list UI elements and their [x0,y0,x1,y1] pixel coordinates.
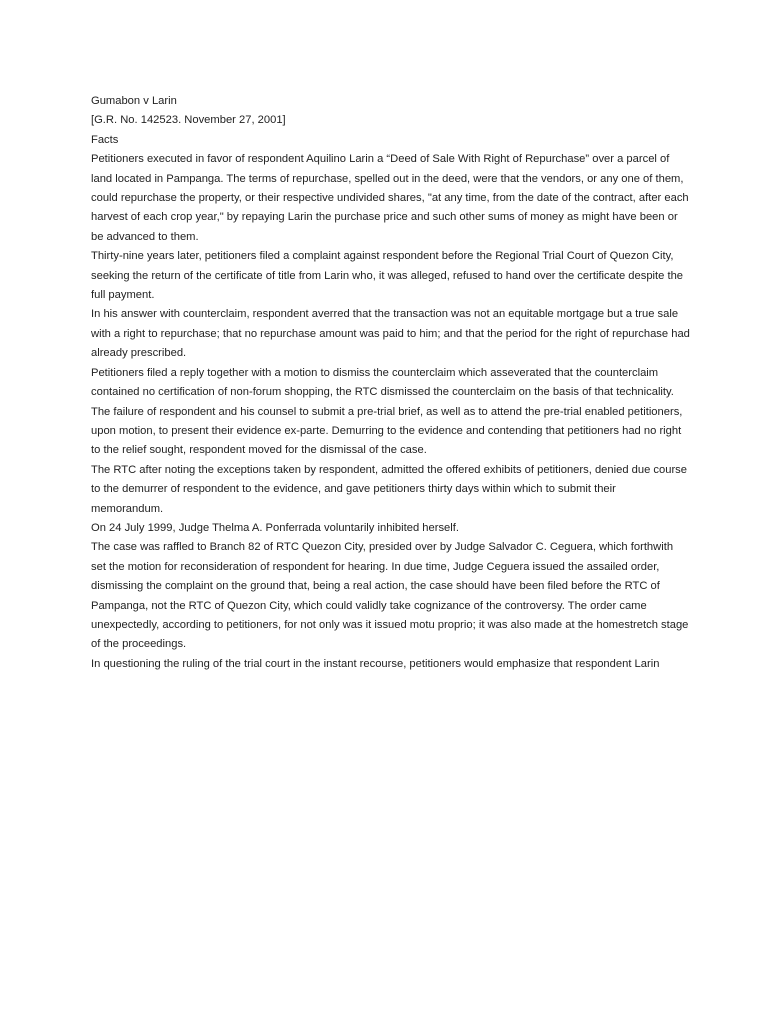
section-heading-facts: Facts [91,133,119,146]
paragraph-rtc-exhibits: The RTC after noting the exceptions taken by respondent, admitted the offered exhibits of petitioners, denied due course to the demurrer of respondent to the evidence, and gave petitioners thirty days within which to submit their memorandum. [91,463,688,515]
paragraph-reply-motion: Petitioners filed a reply together with a motion to dismiss the counterclaim which asseverated that the counterclaim contained no certification of non-forum shopping, the RTC dismissed the counterclaim on the basis of that technicality. [91,366,674,399]
document-page [91,92,691,674]
case-title: Gumabon v Larin [91,95,177,107]
paragraph-case-raffled: The case was raffled to Branch 82 of RTC Quezon City, presided over by Judge Salvador C. Ceguera, which forthwith set the motion for reconsideration of respondent for hearing. In due time, Judge Ceguera issued the assailed order, dismissing the complaint on the ground that, being a real action, the case should have been filed before the RTC of Pampanga, not the RTC of Quezon City, which could validly take cognizance of the controversy. The order came unexpectedly, according to petitioners, for not only was it issued motu proprio; it was also made at the homestretch stage of the proceedings. [91,541,689,651]
paragraph-complaint-filed: Thirty-nine years later, petitioners filed a complaint against respondent before the Regional Trial Court of Quezon City, seeking the return of the certificate of title from Larin who, it was alleged, refused to hand over the certificate despite the full payment. [91,250,684,302]
paragraph-questioning-ruling: In questioning the ruling of the trial court in the instant recourse, petitioners would emphasize that respondent Larin [91,657,660,670]
paragraph-judge-inhibition: On 24 July 1999, Judge Thelma A. Ponferrada voluntarily inhibited herself. [91,521,459,534]
case-citation: [G.R. No. 142523. November 27, 2001] [91,114,286,127]
paragraph-deed-of-sale: Petitioners executed in favor of respondent Aquilino Larin a “Deed of Sale With Right of Repurchase” over a parcel of land located in Pampanga. The terms of repurchase, spelled out in the deed, were that the vendors, or any one of them, could repurchase the property, or their respective undivided shares, "at any time, from the date of the contract, after each harvest of each crop year," by repaying Larin the purchase price and such other sums of money as might have been or be advanced to them. [91,153,689,243]
paragraph-pretrial-failure: The failure of respondent and his counsel to submit a pre-trial brief, as well as to attend the pre-trial enabled petitioners, upon motion, to present their evidence ex-parte. Demurring to the evidence and contending that petitioners had no right to the relief sought, respondent moved for the dismissal of the case. [91,405,683,457]
paragraph-answer-counterclaim: In his answer with counterclaim, respondent averred that the transaction was not an equitable mortgage but a true sale with a right to repurchase; that no repurchase amount was paid to him; and that the period for the right of repurchase had already prescribed. [91,308,690,360]
